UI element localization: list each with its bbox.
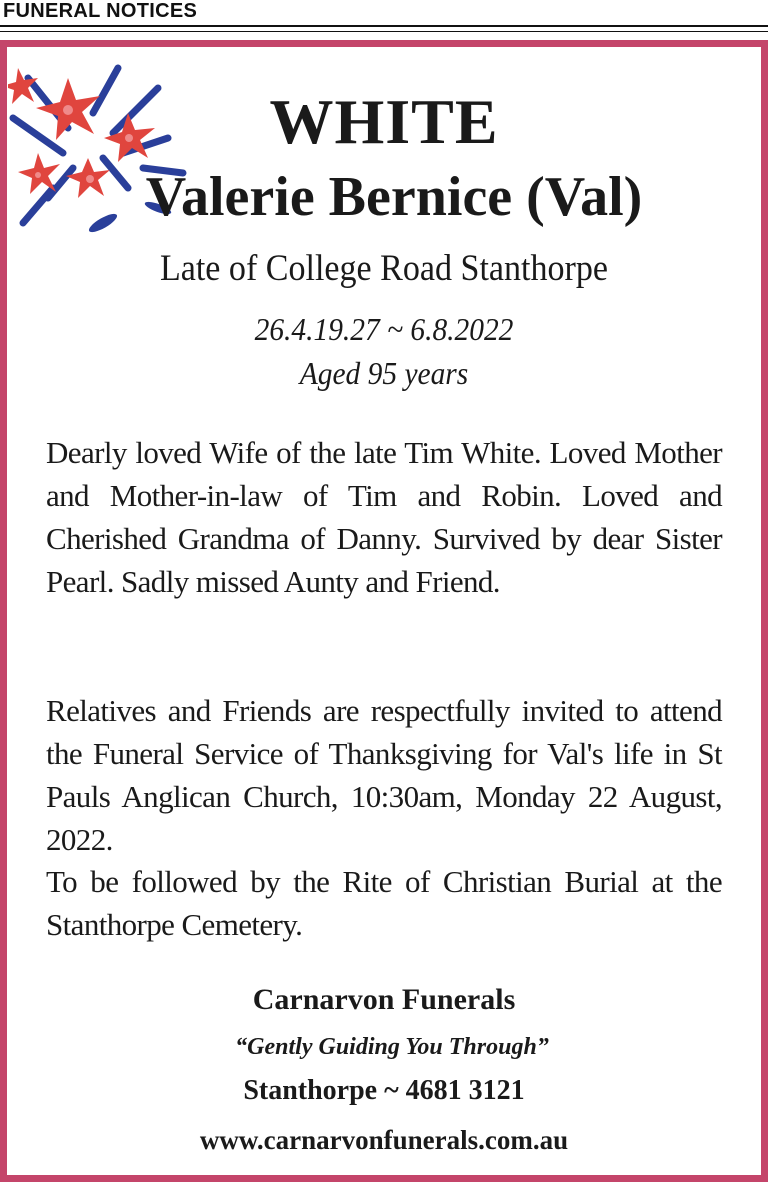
burial-details-paragraph: To be followed by the Rite of Christian Burial at the Stanthorpe Cemetery. <box>46 864 722 942</box>
header-rule <box>0 25 768 27</box>
header-rule-thin <box>0 31 768 32</box>
funeral-director-website: www.carnarvonfunerals.com.au <box>199 1125 569 1155</box>
residence-line: Late of College Road Stanthorpe <box>159 248 609 289</box>
section-title: FUNERAL NOTICES <box>3 0 198 22</box>
deceased-full-name: Valerie Bernice (Val) <box>145 166 643 228</box>
age-line: Aged 95 years <box>299 355 469 391</box>
service-details-paragraph: Relatives and Friends are respectfully invited to attend the Funeral Service of Thanksgiving for Val's life in St Pauls Anglican Church, 10:30am, Monday 22 August, 2022. <box>46 693 722 857</box>
tribute-paragraph: Dearly loved Wife of the late Tim White. Loved Mother and Mother-in-law of Tim and Robin. Loved and Cherished Grandma of Danny. Survived by dear Sister Pearl. Sadly missed Aunty and Friend. <box>46 435 722 599</box>
deceased-surname: WHITE <box>269 86 499 157</box>
funeral-director-tagline: “Gently Guiding You Through” <box>235 1034 549 1060</box>
funeral-director-contact: Stanthorpe ~ 4681 3121 <box>243 1075 525 1106</box>
section-header <box>0 0 768 34</box>
funeral-director-name: Carnarvon Funerals <box>252 983 516 1016</box>
life-dates: 26.4.19.27 ~ 6.8.2022 <box>254 311 514 347</box>
